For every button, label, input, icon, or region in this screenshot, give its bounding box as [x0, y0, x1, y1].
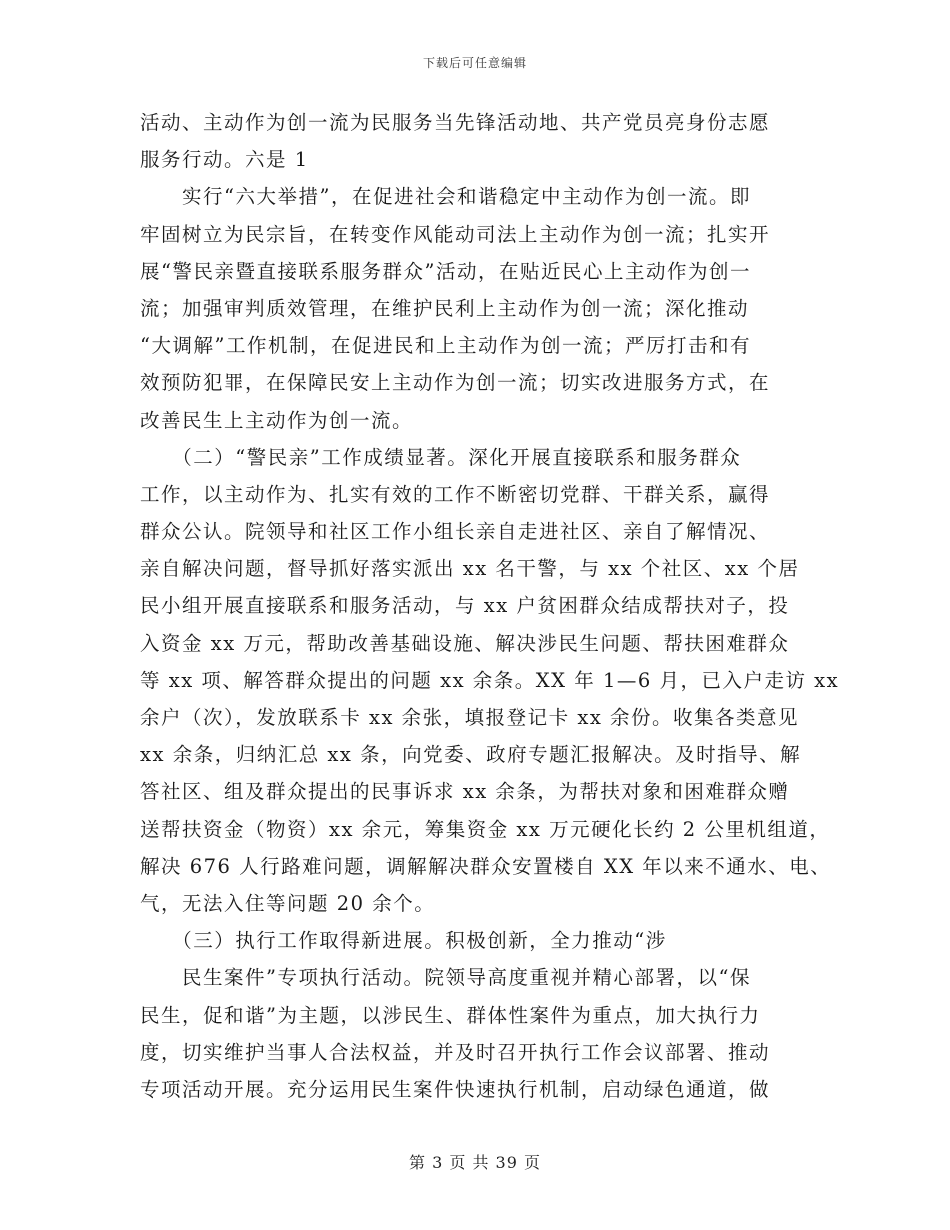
text-line: 入资金 xx 万元，帮助改善基础设施、解决涉民生问题、帮扶困难群众 — [140, 631, 790, 655]
text-line: 民生，促和谐”为主题，以涉民生、群体性案件为重点，加大执行力 — [140, 1003, 761, 1027]
text-line: 余户（次），发放联系卡 xx 余张，填报登记卡 xx 余份。收集各类意见 — [140, 706, 800, 729]
text-line: 改善民生上主动作为创一流。 — [140, 408, 414, 432]
text-line: 气，无法入住等问题 20 余个。 — [140, 891, 436, 915]
text-line: 答社区、组及群众提出的民事诉求 xx 余条，为帮扶对象和困难群众赠 — [140, 780, 790, 804]
page-header: 下载后可任意编辑 — [422, 56, 527, 70]
text-line: （三）执行工作取得新进展。积极创新，全力推动“涉 — [140, 929, 667, 953]
text-line: （二）“警民亲”工作成绩显著。深化开展直接联系和服务群众 — [140, 445, 742, 469]
text-line: 展“警民亲暨直接联系服务群众”活动，在贴近民心上主动作为创一 — [140, 259, 751, 283]
text-line: 实行“六大举措”，在促进社会和谐稳定中主动作为创一流。即 — [140, 185, 751, 209]
text-line: 民小组开展直接联系和服务活动，与 xx 户贫困群众结成帮扶对子，投 — [140, 594, 790, 618]
text-line: 群众公认。院领导和社区工作小组长亲自走进社区、亲自了解情况、 — [140, 520, 771, 544]
text-line: 度，切实维护当事人合法权益，并及时召开执行工作会议部署、推动 — [140, 1040, 771, 1064]
text-line: 解决 676 人行路难问题，调解解决群众安置楼自 XX 年以来不通水、电、 — [140, 854, 832, 878]
text-line: 效预防犯罪，在保障民安上主动作为创一流；切实改进服务方式，在 — [140, 371, 771, 395]
text-line: 活动、主动作为创一流为民服务当先锋活动地、共产党员亮身份志愿 — [140, 111, 771, 134]
text-line: 民生案件”专项执行活动。院领导高度重视并精心部署，以“保 — [140, 966, 751, 990]
text-line: 亲自解决问题，督导抓好落实派出 xx 名干警，与 xx 个社区、xx 个居 — [140, 557, 800, 581]
text-line: 送帮扶资金（物资）xx 余元，筹集资金 xx 万元硬化长约 2 公里机组道， — [140, 817, 831, 841]
text-line: 工作，以主动作为、扎实有效的工作不断密切党群、干群关系，赢得 — [140, 482, 771, 506]
document-body — [140, 104, 840, 1108]
text-line: 专项活动开展。充分运用民生案件快速执行机制，启动绿色通道，做 — [140, 1077, 771, 1101]
text-line: xx 余条，归纳汇总 xx 条，向党委、政府专题汇报解决。及时指导、解 — [140, 743, 802, 767]
text-line: “大调解”工作机制，在促进民和上主动作为创一流；严厉打击和有 — [140, 334, 751, 358]
page-footer: 第 3 页 共 39 页 — [409, 1153, 541, 1172]
text-line: 等 xx 项、解答群众提出的问题 xx 余条。XX 年 1—6 月，已入户走访 xx — [140, 668, 840, 692]
text-line: 流；加强审判质效管理，在维护民利上主动作为创一流；深化推动 — [140, 296, 750, 320]
text-line: 牢固树立为民宗旨，在转变作风能动司法上主动作为创一流；扎实开 — [140, 222, 771, 246]
text-line: 服务行动。六是 1 — [140, 148, 309, 172]
